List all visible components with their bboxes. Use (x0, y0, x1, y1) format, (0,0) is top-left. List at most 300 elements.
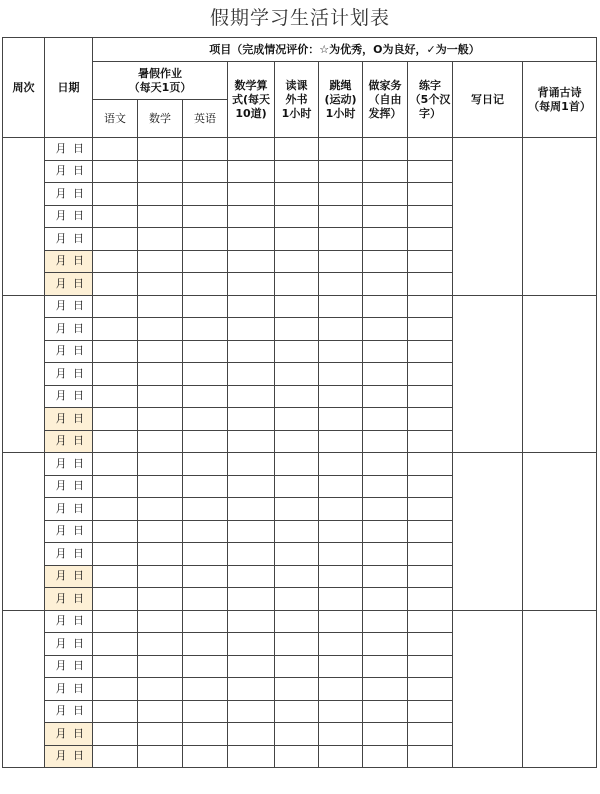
chinese-cell[interactable] (93, 408, 138, 431)
english-cell[interactable] (183, 385, 228, 408)
math-header: 数学 (138, 100, 183, 138)
chores-cell[interactable] (363, 205, 408, 228)
math-calc-cell[interactable] (228, 318, 275, 341)
chores-cell[interactable] (363, 610, 408, 633)
chinese-cell[interactable] (93, 700, 138, 723)
chores-cell[interactable] (363, 430, 408, 453)
date-cell[interactable] (45, 745, 93, 768)
rope-cell[interactable] (319, 408, 363, 431)
chores-cell[interactable] (363, 138, 408, 161)
rope-cell[interactable] (319, 430, 363, 453)
calligraphy-cell[interactable] (408, 363, 453, 386)
reading-cell[interactable] (275, 453, 319, 476)
math-cell[interactable] (138, 408, 183, 431)
chores-cell[interactable] (363, 700, 408, 723)
chinese-cell[interactable] (93, 205, 138, 228)
date-cell[interactable] (45, 633, 93, 656)
math-cell[interactable] (138, 430, 183, 453)
date-cell[interactable] (45, 565, 93, 588)
math-cell[interactable] (138, 745, 183, 768)
rope-cell[interactable] (319, 160, 363, 183)
chinese-cell[interactable] (93, 453, 138, 476)
date-day-label: 日 (73, 141, 86, 155)
date-month-label: 月 (55, 524, 69, 538)
reading-cell[interactable] (275, 228, 319, 251)
math-cell[interactable] (138, 498, 183, 521)
rope-cell[interactable] (319, 138, 363, 161)
english-cell[interactable] (183, 183, 228, 206)
date-day-label: 日 (73, 591, 86, 605)
date-cell[interactable] (45, 138, 93, 161)
english-cell[interactable] (183, 408, 228, 431)
math-calc-cell[interactable] (228, 610, 275, 633)
english-cell[interactable] (183, 633, 228, 656)
math-calc-cell[interactable] (228, 633, 275, 656)
chores-cell[interactable] (363, 183, 408, 206)
english-cell[interactable] (183, 250, 228, 273)
week-cell[interactable] (3, 295, 45, 453)
math-calc-cell[interactable] (228, 745, 275, 768)
reading-cell[interactable] (275, 475, 319, 498)
date-cell[interactable] (45, 408, 93, 431)
chinese-cell[interactable] (93, 678, 138, 701)
chinese-cell[interactable] (93, 723, 138, 746)
reading-cell[interactable] (275, 700, 319, 723)
chinese-cell[interactable] (93, 520, 138, 543)
poetry-cell[interactable] (523, 610, 597, 768)
chinese-cell[interactable] (93, 475, 138, 498)
calligraphy-cell[interactable] (408, 723, 453, 746)
diary-cell[interactable] (453, 453, 523, 611)
english-cell[interactable] (183, 745, 228, 768)
chores-cell[interactable] (363, 723, 408, 746)
calligraphy-cell[interactable] (408, 205, 453, 228)
date-day-label: 日 (73, 726, 86, 740)
math-cell[interactable] (138, 138, 183, 161)
rope-cell[interactable] (319, 565, 363, 588)
rope-cell[interactable] (319, 655, 363, 678)
reading-cell[interactable] (275, 498, 319, 521)
chores-cell[interactable] (363, 250, 408, 273)
date-cell[interactable] (45, 520, 93, 543)
rope-cell[interactable] (319, 588, 363, 611)
day-row (3, 295, 597, 318)
date-day-label: 日 (73, 344, 86, 358)
calligraphy-cell[interactable] (408, 295, 453, 318)
rope-cell[interactable] (319, 633, 363, 656)
calligraphy-cell[interactable] (408, 430, 453, 453)
date-day-label: 日 (73, 254, 86, 268)
math-calc-cell[interactable] (228, 408, 275, 431)
calligraphy-cell[interactable] (408, 655, 453, 678)
english-cell[interactable] (183, 565, 228, 588)
calligraphy-cell[interactable] (408, 610, 453, 633)
calligraphy-cell[interactable] (408, 340, 453, 363)
math-cell[interactable] (138, 610, 183, 633)
calligraphy-cell[interactable] (408, 273, 453, 296)
date-day-label: 日 (73, 321, 86, 335)
date-cell[interactable] (45, 543, 93, 566)
reading-cell[interactable] (275, 610, 319, 633)
rope-cell[interactable] (319, 205, 363, 228)
math-calc-cell[interactable] (228, 205, 275, 228)
calligraphy-cell[interactable] (408, 633, 453, 656)
day-row (3, 610, 597, 633)
chinese-cell[interactable] (93, 543, 138, 566)
rope-cell[interactable] (319, 678, 363, 701)
chores-cell[interactable] (363, 318, 408, 341)
chores-cell[interactable] (363, 453, 408, 476)
date-cell[interactable] (45, 205, 93, 228)
math-calc-cell[interactable] (228, 520, 275, 543)
rope-cell[interactable] (319, 385, 363, 408)
reading-cell[interactable] (275, 745, 319, 768)
chinese-cell[interactable] (93, 160, 138, 183)
chinese-cell[interactable] (93, 498, 138, 521)
diary-cell[interactable] (453, 295, 523, 453)
date-day-label: 日 (73, 614, 86, 628)
project-header: 项目（完成情况评价：☆为优秀，O为良好，✓为一般） (93, 38, 597, 62)
math-calc-line3: 10道) (235, 106, 267, 120)
rope-cell[interactable] (319, 250, 363, 273)
reading-cell[interactable] (275, 430, 319, 453)
week-cell[interactable] (3, 453, 45, 611)
reading-cell[interactable] (275, 318, 319, 341)
math-calc-cell[interactable] (228, 655, 275, 678)
math-cell[interactable] (138, 633, 183, 656)
chores-cell[interactable] (363, 520, 408, 543)
math-calc-cell[interactable] (228, 678, 275, 701)
math-cell[interactable] (138, 228, 183, 251)
chinese-cell[interactable] (93, 295, 138, 318)
math-calc-cell[interactable] (228, 723, 275, 746)
math-cell[interactable] (138, 543, 183, 566)
rope-cell[interactable] (319, 340, 363, 363)
chinese-cell[interactable] (93, 588, 138, 611)
chinese-cell[interactable] (93, 655, 138, 678)
reading-cell[interactable] (275, 363, 319, 386)
date-month-label: 月 (55, 231, 69, 245)
date-day-label: 日 (73, 276, 86, 290)
date-cell[interactable] (45, 385, 93, 408)
math-cell[interactable] (138, 205, 183, 228)
chinese-cell[interactable] (93, 610, 138, 633)
reading-cell[interactable] (275, 520, 319, 543)
chinese-cell[interactable] (93, 250, 138, 273)
reading-cell[interactable] (275, 160, 319, 183)
reading-cell[interactable] (275, 295, 319, 318)
calligraphy-cell[interactable] (408, 250, 453, 273)
calligraphy-line3: 字） (419, 106, 441, 120)
english-cell[interactable] (183, 295, 228, 318)
date-day-label: 日 (73, 524, 86, 538)
math-cell[interactable] (138, 475, 183, 498)
calligraphy-cell[interactable] (408, 745, 453, 768)
math-cell[interactable] (138, 723, 183, 746)
math-calc-header (228, 62, 275, 138)
english-cell[interactable] (183, 318, 228, 341)
math-cell[interactable] (138, 160, 183, 183)
math-cell[interactable] (138, 273, 183, 296)
calligraphy-cell[interactable] (408, 565, 453, 588)
chores-cell[interactable] (363, 228, 408, 251)
reading-cell[interactable] (275, 565, 319, 588)
math-calc-line1: 数学算 (234, 78, 268, 92)
english-cell[interactable] (183, 205, 228, 228)
chinese-cell[interactable] (93, 273, 138, 296)
english-cell[interactable] (183, 700, 228, 723)
chores-header (363, 62, 408, 138)
chinese-cell[interactable] (93, 363, 138, 386)
math-cell[interactable] (138, 183, 183, 206)
chores-line1: 做家务 (368, 78, 402, 92)
date-day-label: 日 (73, 209, 86, 223)
poetry-cell[interactable] (523, 295, 597, 453)
date-cell[interactable] (45, 475, 93, 498)
week-cell[interactable] (3, 138, 45, 296)
math-cell[interactable] (138, 678, 183, 701)
math-calc-cell[interactable] (228, 363, 275, 386)
chores-cell[interactable] (363, 385, 408, 408)
chores-cell[interactable] (363, 565, 408, 588)
rope-cell[interactable] (319, 295, 363, 318)
calligraphy-cell[interactable] (408, 588, 453, 611)
date-cell[interactable] (45, 318, 93, 341)
english-cell[interactable] (183, 475, 228, 498)
math-cell[interactable] (138, 250, 183, 273)
rope-cell[interactable] (319, 700, 363, 723)
chinese-cell[interactable] (93, 183, 138, 206)
english-cell[interactable] (183, 363, 228, 386)
rope-cell[interactable] (319, 723, 363, 746)
math-calc-cell[interactable] (228, 160, 275, 183)
math-cell[interactable] (138, 700, 183, 723)
reading-cell[interactable] (275, 678, 319, 701)
date-cell[interactable] (45, 700, 93, 723)
calligraphy-cell[interactable] (408, 408, 453, 431)
rope-line3: 1小时 (325, 106, 356, 120)
poetry-cell[interactable] (523, 453, 597, 611)
calligraphy-cell[interactable] (408, 385, 453, 408)
date-day-label: 日 (73, 186, 86, 200)
date-cell[interactable] (45, 430, 93, 453)
chores-cell[interactable] (363, 340, 408, 363)
rope-cell[interactable] (319, 183, 363, 206)
english-cell[interactable] (183, 498, 228, 521)
math-calc-cell[interactable] (228, 588, 275, 611)
reading-cell[interactable] (275, 723, 319, 746)
chores-cell[interactable] (363, 273, 408, 296)
math-cell[interactable] (138, 655, 183, 678)
date-cell[interactable] (45, 498, 93, 521)
chinese-cell[interactable] (93, 430, 138, 453)
english-cell[interactable] (183, 655, 228, 678)
chores-cell[interactable] (363, 543, 408, 566)
english-cell[interactable] (183, 160, 228, 183)
reading-line3: 1小时 (281, 106, 312, 120)
rope-cell[interactable] (319, 318, 363, 341)
calligraphy-cell[interactable] (408, 138, 453, 161)
rope-cell[interactable] (319, 745, 363, 768)
rope-cell[interactable] (319, 273, 363, 296)
reading-cell[interactable] (275, 340, 319, 363)
date-month-label: 月 (55, 546, 69, 560)
rope-cell[interactable] (319, 475, 363, 498)
diary-cell[interactable] (453, 138, 523, 296)
chores-cell[interactable] (363, 475, 408, 498)
date-cell[interactable] (45, 273, 93, 296)
rope-cell[interactable] (319, 610, 363, 633)
date-day-label: 日 (73, 479, 86, 493)
math-calc-cell[interactable] (228, 453, 275, 476)
date-cell[interactable] (45, 183, 93, 206)
english-cell[interactable] (183, 723, 228, 746)
chores-cell[interactable] (363, 160, 408, 183)
reading-cell[interactable] (275, 138, 319, 161)
math-calc-cell[interactable] (228, 138, 275, 161)
chores-cell[interactable] (363, 588, 408, 611)
chinese-cell[interactable] (93, 565, 138, 588)
english-cell[interactable] (183, 588, 228, 611)
math-cell[interactable] (138, 453, 183, 476)
chores-cell[interactable] (363, 678, 408, 701)
week-cell[interactable] (3, 610, 45, 768)
chores-cell[interactable] (363, 408, 408, 431)
calligraphy-cell[interactable] (408, 520, 453, 543)
diary-cell[interactable] (453, 610, 523, 768)
chinese-cell[interactable] (93, 228, 138, 251)
chinese-cell[interactable] (93, 318, 138, 341)
calligraphy-header (408, 62, 453, 138)
calligraphy-cell[interactable] (408, 678, 453, 701)
date-cell[interactable] (45, 295, 93, 318)
chinese-cell[interactable] (93, 745, 138, 768)
date-cell[interactable] (45, 453, 93, 476)
rope-cell[interactable] (319, 543, 363, 566)
date-cell[interactable] (45, 678, 93, 701)
date-cell[interactable] (45, 363, 93, 386)
reading-cell[interactable] (275, 183, 319, 206)
date-month-label: 月 (55, 209, 69, 223)
math-calc-cell[interactable] (228, 475, 275, 498)
math-calc-cell[interactable] (228, 295, 275, 318)
chinese-cell[interactable] (93, 633, 138, 656)
chinese-cell[interactable] (93, 340, 138, 363)
date-month-label: 月 (55, 389, 69, 403)
math-cell[interactable] (138, 385, 183, 408)
math-cell[interactable] (138, 520, 183, 543)
chinese-cell[interactable] (93, 138, 138, 161)
chores-cell[interactable] (363, 498, 408, 521)
day-row (3, 138, 597, 161)
reading-cell[interactable] (275, 205, 319, 228)
english-cell[interactable] (183, 430, 228, 453)
date-month-label: 月 (55, 659, 69, 673)
english-cell[interactable] (183, 228, 228, 251)
reading-cell[interactable] (275, 273, 319, 296)
math-calc-cell[interactable] (228, 250, 275, 273)
date-month-label: 月 (55, 411, 69, 425)
poetry-cell[interactable] (523, 138, 597, 296)
math-calc-cell[interactable] (228, 700, 275, 723)
math-calc-cell[interactable] (228, 183, 275, 206)
math-cell[interactable] (138, 318, 183, 341)
calligraphy-cell[interactable] (408, 183, 453, 206)
english-cell[interactable] (183, 543, 228, 566)
english-cell[interactable] (183, 678, 228, 701)
math-calc-cell[interactable] (228, 498, 275, 521)
rope-cell[interactable] (319, 520, 363, 543)
date-cell[interactable] (45, 160, 93, 183)
math-calc-cell[interactable] (228, 385, 275, 408)
date-cell[interactable] (45, 228, 93, 251)
english-cell[interactable] (183, 273, 228, 296)
math-calc-cell[interactable] (228, 228, 275, 251)
calligraphy-cell[interactable] (408, 318, 453, 341)
calligraphy-cell[interactable] (408, 498, 453, 521)
chores-cell[interactable] (363, 363, 408, 386)
english-cell[interactable] (183, 340, 228, 363)
reading-cell[interactable] (275, 408, 319, 431)
chores-cell[interactable] (363, 295, 408, 318)
math-calc-cell[interactable] (228, 565, 275, 588)
rope-cell[interactable] (319, 498, 363, 521)
reading-cell[interactable] (275, 385, 319, 408)
reading-cell[interactable] (275, 655, 319, 678)
rope-cell[interactable] (319, 453, 363, 476)
english-cell[interactable] (183, 453, 228, 476)
date-cell[interactable] (45, 588, 93, 611)
english-cell[interactable] (183, 138, 228, 161)
calligraphy-cell[interactable] (408, 160, 453, 183)
date-cell[interactable] (45, 610, 93, 633)
math-calc-cell[interactable] (228, 430, 275, 453)
reading-cell[interactable] (275, 588, 319, 611)
english-cell[interactable] (183, 610, 228, 633)
math-cell[interactable] (138, 363, 183, 386)
calligraphy-cell[interactable] (408, 453, 453, 476)
date-month-label: 月 (55, 321, 69, 335)
english-cell[interactable] (183, 520, 228, 543)
math-calc-cell[interactable] (228, 340, 275, 363)
calligraphy-cell[interactable] (408, 228, 453, 251)
rope-cell[interactable] (319, 228, 363, 251)
chores-cell[interactable] (363, 633, 408, 656)
math-cell[interactable] (138, 295, 183, 318)
calligraphy-cell[interactable] (408, 700, 453, 723)
date-day-label: 日 (73, 749, 86, 763)
date-cell[interactable] (45, 340, 93, 363)
date-cell[interactable] (45, 655, 93, 678)
reading-cell[interactable] (275, 543, 319, 566)
math-cell[interactable] (138, 340, 183, 363)
reading-cell[interactable] (275, 250, 319, 273)
date-cell[interactable] (45, 723, 93, 746)
chores-cell[interactable] (363, 655, 408, 678)
chores-cell[interactable] (363, 745, 408, 768)
math-cell[interactable] (138, 588, 183, 611)
rope-cell[interactable] (319, 363, 363, 386)
date-cell[interactable] (45, 250, 93, 273)
math-calc-cell[interactable] (228, 543, 275, 566)
calligraphy-cell[interactable] (408, 543, 453, 566)
calligraphy-cell[interactable] (408, 475, 453, 498)
reading-cell[interactable] (275, 633, 319, 656)
math-calc-cell[interactable] (228, 273, 275, 296)
chinese-cell[interactable] (93, 385, 138, 408)
math-cell[interactable] (138, 565, 183, 588)
date-day-label: 日 (73, 299, 86, 313)
